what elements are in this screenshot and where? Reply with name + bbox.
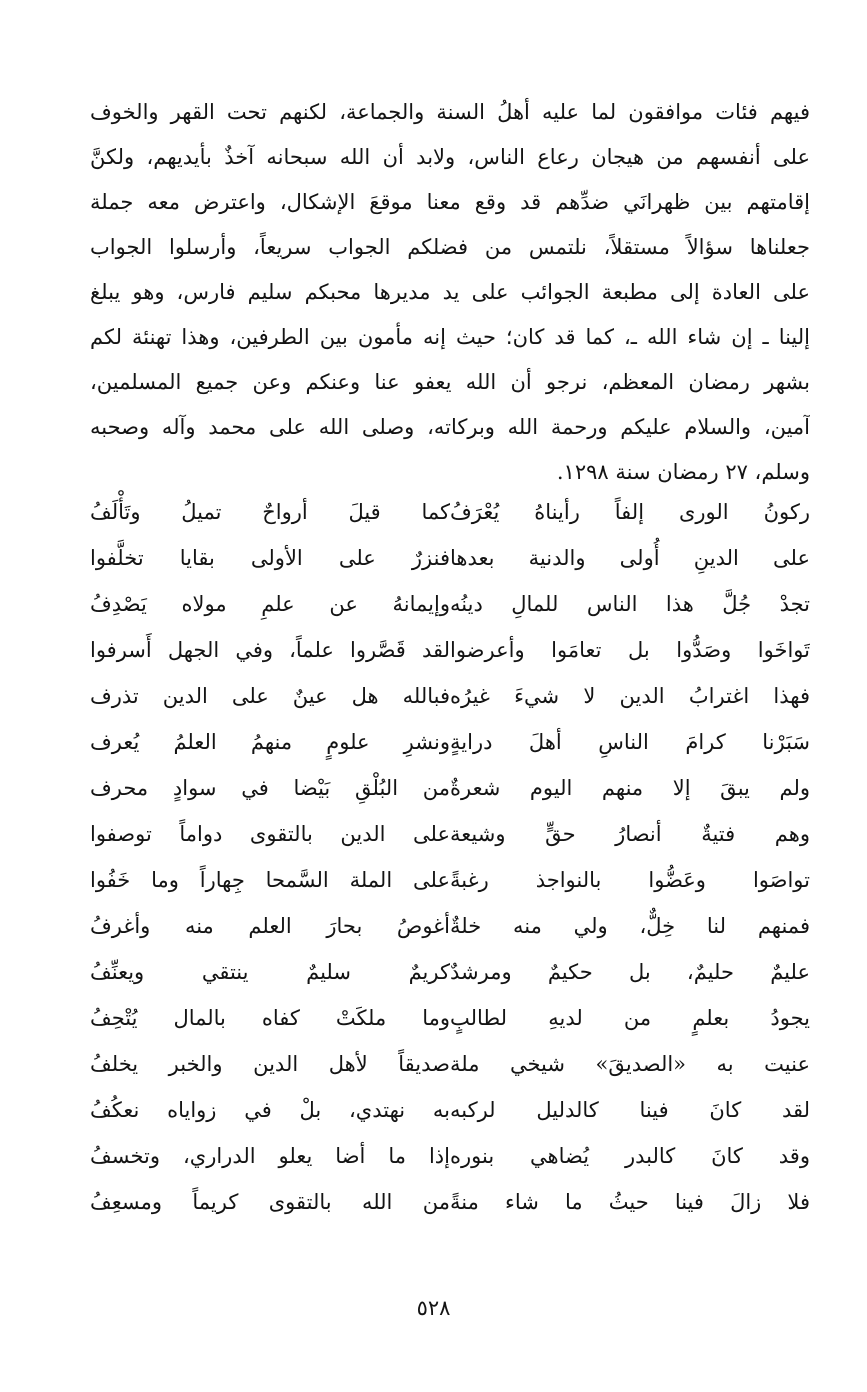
verse-hemistich-second: به نهتدي، بلْ في زواياه نعكُفُ (90, 1098, 450, 1122)
prose-line: بشهر رمضان المعظم، نرجو أن الله يعفو عنا وعنكم وعن جميع المسلمين، (90, 370, 810, 394)
poem-left-column (90, 489, 450, 1225)
verse-hemistich-first: لقد كانَ فينا كالدليل لركبه (450, 1098, 810, 1122)
verse-hemistich-first: عليمٌ حليمٌ، بل حكيمٌ ومرشدٌ (450, 960, 810, 984)
verse-hemistich-second: فنزرٌ على الأولى بقايا تخلَّفوا (90, 546, 450, 570)
verse-hemistich-first: تجدْ جُلَّ هذا الناس للمالِ دينُه (450, 592, 810, 616)
prose-line: على أنفسهم من هيجان رعاع الناس، ولابد أن الله سبحانه آخذٌ بأيديهم، ولكنَّ (90, 145, 810, 169)
prose-line: إلينا ـ إن شاء الله ـ، كما قد كان؛ حيث إنه مأمون بين الطرفين، وهذا تهنئة لكم (90, 325, 810, 349)
verse-hemistich-second: فبالله هل عينٌ على الدين تذرف (90, 684, 450, 708)
verse-hemistich-second: وما ملكَتْ كفاه بالمال يُتْحِفُ (90, 1006, 450, 1030)
verse-hemistich-first: سَبَرْنا كرامَ الناسِ أهلَ درايةٍ (450, 730, 810, 754)
poem (90, 489, 810, 1249)
verse-hemistich-first: فمنهم لنا خِلٌّ، ولي منه خلةٌ (450, 914, 810, 938)
verse-hemistich-first: وقد كانَ كالبدر يُضاهي بنوره (450, 1144, 810, 1168)
verse-hemistich-first: عنيت به «الصديقَ» شيخي ملة (450, 1052, 810, 1076)
prose-paragraph (90, 90, 810, 495)
prose-line: جعلناها سؤالاً مستقلاً، نلتمس من فضلكم الجواب سريعاً، وأرسلوا الجواب (90, 235, 810, 259)
verse-hemistich-second: كما قيلَ أرواحٌ تميلُ وتَأْلَفُ (90, 500, 450, 524)
verse-hemistich-second: من البُلْقِ بَيْضا في سوادٍ محرف (90, 776, 450, 800)
verse-hemistich-second: صديقاً لأهل الدين والخبر يخلفُ (90, 1052, 450, 1076)
verse-hemistich-first: ركونُ الورى إلفاً رأيناهُ يُعْرَفُ (450, 500, 810, 524)
verse-hemistich-first: يجودُ بعلمٍ من لديهِ لطالبٍ (450, 1006, 810, 1030)
prose-line: وسلم، ٢٧ رمضان سنة ١٢٩٨. (556, 460, 810, 484)
verse-hemistich-second: ونشرِ علومٍ منهمُ العلمُ يُعرف (90, 730, 450, 754)
verse-hemistich-second: من الله بالتقوى كريماً ومسعِفُ (90, 1190, 450, 1214)
verse-hemistich-second: على الدين بالتقوى دواماً توصفوا (90, 822, 450, 846)
prose-line: على العادة إلى مطبعة الجوائب على يد مديرها محبكم سليم فارس، وهو يبلغ (90, 280, 810, 304)
verse-hemistich-first: ولم يبقَ إلا منهم اليوم شعرةٌ (450, 776, 810, 800)
poem-right-column (450, 489, 810, 1225)
prose-line: إقامتهم بين ظهرانَي ضدِّهم قد وقع معنا موقعَ الإشكال، واعترض معه جملة (90, 190, 810, 214)
verse-hemistich-first: وهم فتيةٌ أنصارُ حقٍّ وشيعة (450, 822, 810, 846)
page-number: ٥٢٨ (416, 1296, 451, 1320)
verse-hemistich-second: أغوصُ بحارَ العلم منه وأغرفُ (90, 914, 450, 938)
verse-hemistich-first: على الدينِ أُولى والدنية بعدها (450, 546, 810, 570)
verse-hemistich-second: لقد قَصَّروا علماً، وفي الجهل أَسرفوا (90, 638, 450, 662)
prose-line: آمين، والسلام عليكم ورحمة الله وبركاته، وصلى الله على محمد وآله وصحبه (90, 415, 810, 439)
verse-hemistich-first: فهذا اغترابُ الدين لا شيءَ غيرُه (450, 684, 810, 708)
verse-hemistich-second: كريمٌ سليمٌ ينتقي ويعنِّفُ (90, 960, 450, 984)
prose-line: فيهم فئات موافقون لما عليه أهلُ السنة والجماعة، لكنهم تحت القهر والخوف (90, 100, 810, 124)
verse-hemistich-second: على الملة السَّمحا جِهاراً وما خَفُوا (90, 868, 450, 892)
verse-hemistich-first: تواصَوا وعَضُّوا بالنواجذ رغبةً (450, 868, 810, 892)
verse-hemistich-second: إذا ما أضا يعلو الدراري، وتخسفُ (90, 1144, 450, 1168)
verse-hemistich-first: تَواخَوا وصَدُّوا بل تعامَوا وأعرضوا (450, 638, 810, 662)
verse-hemistich-first: فلا زالَ فينا حيثُ ما شاء منةً (450, 1190, 810, 1214)
verse-hemistich-second: وإيمانهُ عن علمِ مولاه يَصْدِفُ (90, 592, 450, 616)
